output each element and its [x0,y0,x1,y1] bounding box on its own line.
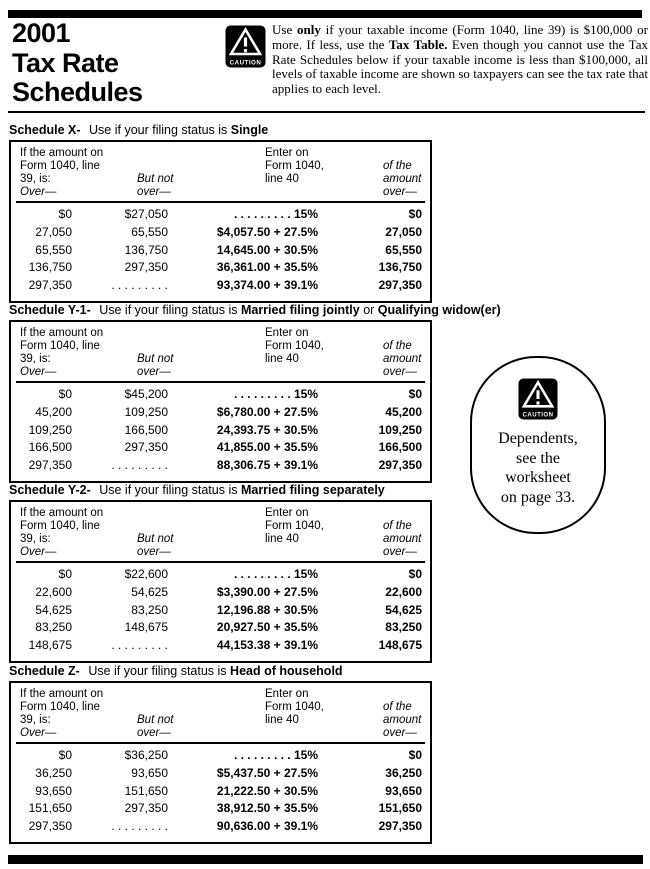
schedule-title-segment: Single [230,123,269,137]
cell-of-amount-over: $0 [408,207,422,221]
column-header-line: of the [383,520,412,532]
column-header-line: over— [383,366,417,378]
tax-table-rows [11,383,430,481]
cell-over: 54,625 [35,602,72,617]
cell-over: $0 [58,567,72,581]
column-header-line: line 40 [265,533,299,545]
column-header-line: 39, is: [20,173,51,185]
cell-of-amount-over: 148,675 [378,638,422,653]
cell-over: 45,200 [35,404,72,419]
column-header-line: Enter on [265,688,309,700]
tax-table [9,681,432,844]
page-title [12,19,143,108]
table-row [11,206,430,224]
schedule-title-segment: Schedule Y-1- [9,303,91,317]
cell-tax-formula: . . . . . . . . . 15% [233,207,318,221]
cell-over: 166,500 [28,440,72,455]
cell-but-not-over: $45,200 [124,387,168,401]
table-row [11,224,430,242]
cell-of-amount-over: 109,250 [378,422,422,437]
column-header-line: Form 1040, [265,520,324,532]
schedule-title [9,123,432,137]
column-header-line: of the [383,340,412,352]
cell-but-not-over: 54,625 [131,584,168,599]
schedule-z [9,664,432,844]
table-row [11,619,430,637]
cell-tax-formula: 14,645.00 + 30.5% [216,242,318,257]
table-row [11,439,430,457]
column-header-enter-on [265,507,383,546]
header-divider [8,111,645,113]
cell-over: 65,550 [35,242,72,257]
column-header-over [20,327,137,379]
table-row [11,386,430,404]
cell-of-amount-over: 45,200 [385,404,422,419]
cell-of-amount-over: 22,600 [385,584,422,599]
caution-icon-label: CAUTION [229,59,262,67]
column-header-line: If the amount on [20,147,104,159]
intro-text-segment: if your taxable income (Form 1040, line 39) is $100,000 or more. If less, use the [272,22,649,52]
cell-but-not-over: $22,600 [124,567,168,581]
column-header-line: Form 1040, line [20,701,100,713]
caution-icon [225,25,266,68]
column-header-but-not-over [137,533,265,559]
column-header-line: Over— [20,727,57,739]
column-header-but-not-over [137,173,265,199]
intro-text-segment: Use [272,22,298,37]
column-header-of-amount-over [383,340,424,379]
cell-over: 151,650 [28,801,72,816]
cell-tax-formula: 88,306.75 + 39.1% [216,458,318,473]
intro-text-segment: only [297,22,321,37]
cell-tax-formula: $4,057.50 + 27.5% [216,224,318,239]
cell-over: 297,350 [28,458,72,473]
cell-but-not-over: 65,550 [131,224,168,239]
column-header-of-amount-over [383,160,424,199]
column-header-line: over— [137,366,171,378]
cell-of-amount-over: 297,350 [378,819,422,834]
schedule-y-1 [9,303,501,483]
tax-table [9,140,432,303]
column-header-line: Enter on [265,507,309,519]
dependents-note-text [498,429,578,507]
schedule-title [9,303,501,317]
intro-text-segment: Even though you cannot use the Tax Rate Schedules below if your taxable income is less than $100,000, all levels of taxable income are shown so taxpayers can see the tax rate that applies to each level. [272,36,648,97]
column-header-line: But not [137,173,174,185]
column-header-line: over— [137,546,171,558]
cell-but-not-over: 109,250 [124,404,168,419]
schedule-title-segment: Schedule Y-2- [9,483,91,497]
column-header-line: Enter on [265,327,309,339]
cell-but-not-over: . . . . . . . . . [111,278,168,293]
schedule-title-segment: Schedule Z- [9,664,80,678]
column-header-line: Form 1040, line [20,340,100,352]
schedule-title-segment: Use if your filing status is [95,483,241,497]
cell-but-not-over: 297,350 [124,440,168,455]
cell-of-amount-over: 54,625 [385,602,422,617]
dependents-note-line: worksheet [505,469,571,486]
column-header-line: over— [137,186,171,198]
table-row [11,457,430,475]
column-header-over [20,507,137,559]
cell-over: 22,600 [35,584,72,599]
schedule-title [9,664,432,678]
dependents-note-line: Dependents, [498,430,578,447]
cell-but-not-over: 166,500 [124,422,168,437]
column-header-over [20,688,137,740]
column-header-but-not-over [137,714,265,740]
bottom-rule-bar [8,855,643,864]
column-header-line: Form 1040, [265,701,324,713]
cell-tax-formula: . . . . . . . . . 15% [233,387,318,401]
schedule-x [9,123,432,303]
column-header-of-amount-over [383,701,424,740]
cell-over: 148,675 [28,638,72,653]
table-row [11,242,430,260]
cell-tax-formula: $3,390.00 + 27.5% [216,584,318,599]
cell-over: 93,650 [35,783,72,798]
cell-of-amount-over: $0 [408,748,422,762]
table-row [11,800,430,818]
column-header-line: But not [137,353,174,365]
column-header-line: over— [137,727,171,739]
cell-but-not-over: 297,350 [124,801,168,816]
column-header-line: If the amount on [20,507,104,519]
cell-of-amount-over: 136,750 [378,260,422,275]
column-header-line: Form 1040, [265,160,324,172]
intro-paragraph [272,23,648,97]
table-row [11,747,430,765]
column-header-line: amount [383,714,422,726]
tax-table-header [11,142,430,199]
column-header-over [20,147,137,199]
page-title-line: Tax Rate [12,47,119,78]
cell-of-amount-over: 27,050 [385,224,422,239]
column-header-line: Over— [20,186,57,198]
cell-tax-formula: $6,780.00 + 27.5% [216,404,318,419]
cell-over: $0 [58,207,72,221]
cell-of-amount-over: 36,250 [385,765,422,780]
caution-icon-label: CAUTION [522,412,554,419]
cell-of-amount-over: $0 [408,387,422,401]
table-row [11,277,430,295]
cell-over: 36,250 [35,765,72,780]
cell-of-amount-over: 297,350 [378,458,422,473]
table-row [11,584,430,602]
cell-tax-formula: 20,927.50 + 35.5% [216,620,318,635]
schedule-title-segment: or [359,303,378,317]
cell-but-not-over: . . . . . . . . . [111,458,168,473]
cell-of-amount-over: 93,650 [385,783,422,798]
cell-but-not-over: 83,250 [131,602,168,617]
tax-table [9,320,432,483]
schedule-title-segment: Head of household [230,664,343,678]
cell-over: $0 [58,748,72,762]
cell-but-not-over: 297,350 [124,260,168,275]
column-header-line: line 40 [265,173,299,185]
cell-of-amount-over: 65,550 [385,242,422,257]
schedule-title-segment: Schedule X- [9,123,81,137]
cell-over: 83,250 [35,620,72,635]
column-header-but-not-over [137,353,265,379]
cell-tax-formula: 44,153.38 + 39.1% [216,638,318,653]
table-row [11,404,430,422]
column-header-line: If the amount on [20,688,104,700]
table-row [11,783,430,801]
column-header-line: over— [383,186,417,198]
table-row [11,422,430,440]
cell-tax-formula: 24,393.75 + 30.5% [216,422,318,437]
column-header-of-amount-over [383,520,424,559]
column-header-line: line 40 [265,714,299,726]
tax-table-rows [11,203,430,301]
schedule-title-segment: Use if your filing status is [95,303,241,317]
cell-but-not-over: 93,650 [131,765,168,780]
cell-but-not-over: . . . . . . . . . [111,819,168,834]
cell-tax-formula: . . . . . . . . . 15% [233,748,318,762]
column-header-line: But not [137,714,174,726]
schedule-title [9,483,432,497]
column-header-line: If the amount on [20,327,104,339]
schedule-title-segment: Married filing separately [240,483,385,497]
dependents-note-line: see the [516,449,560,467]
schedule-y-2 [9,483,432,663]
column-header-line: Over— [20,546,57,558]
column-header-line: line 40 [265,353,299,365]
column-header-line: over— [383,727,417,739]
cell-over: $0 [58,387,72,401]
cell-over: 297,350 [28,819,72,834]
column-header-line: amount [383,173,422,185]
table-row [11,765,430,783]
column-header-line: amount [383,353,422,365]
column-header-line: Over— [20,366,57,378]
cell-of-amount-over: $0 [408,567,422,581]
dependents-note-line: on page 33. [500,488,576,506]
column-header-line: But not [137,533,174,545]
cell-but-not-over: $27,050 [124,207,168,221]
cell-tax-formula: $5,437.50 + 27.5% [216,765,318,780]
column-header-line: of the [383,701,412,713]
column-header-enter-on [265,688,383,727]
column-header-line: 39, is: [20,714,51,726]
page-title-line: 2001 [12,18,71,48]
column-header-line: 39, is: [20,353,51,365]
tax-table-rows [11,563,430,661]
caution-icon [518,378,558,420]
cell-but-not-over: 136,750 [124,242,168,257]
column-header-enter-on [265,147,383,186]
column-header-line: Enter on [265,147,309,159]
tax-table-header [11,502,430,559]
table-row [11,637,430,655]
cell-over: 27,050 [35,224,72,239]
intro-text-segment: Tax Table. [388,36,448,52]
cell-tax-formula: 38,912.50 + 35.5% [216,801,318,816]
schedule-title-segment: Use if your filing status is [84,664,231,678]
table-row [11,259,430,277]
schedule-title-segment: Use if your filing status is [85,123,231,137]
tax-table-rows [11,744,430,842]
column-header-line: 39, is: [20,533,51,545]
cell-tax-formula: 36,361.00 + 35.5% [216,260,318,275]
top-rule-bar [8,10,642,18]
table-row [11,566,430,584]
cell-but-not-over: . . . . . . . . . [111,638,168,653]
cell-tax-formula: 93,374.00 + 39.1% [216,278,318,293]
cell-of-amount-over: 297,350 [378,278,422,293]
schedule-title-segment: Married filing jointly [240,303,360,317]
dependents-note [470,356,606,534]
cell-but-not-over: 148,675 [124,620,168,635]
column-header-line: amount [383,533,422,545]
tax-table-header [11,683,430,740]
table-row [11,602,430,620]
cell-over: 109,250 [28,422,72,437]
column-header-line: of the [383,160,412,172]
cell-tax-formula: 21,222.50 + 30.5% [216,783,318,798]
cell-but-not-over: 151,650 [124,783,168,798]
page-title-line: Schedules [12,77,143,107]
column-header-line: Form 1040, line [20,520,100,532]
cell-tax-formula: 41,855.00 + 35.5% [216,440,318,455]
tax-table [9,500,432,663]
table-row [11,818,430,836]
cell-tax-formula: . . . . . . . . . 15% [233,567,318,581]
column-header-line: Form 1040, [265,340,324,352]
schedule-title-segment: Qualifying widow(er) [377,303,501,317]
column-header-enter-on [265,327,383,366]
cell-of-amount-over: 83,250 [385,620,422,635]
cell-tax-formula: 90,636.00 + 39.1% [216,819,318,834]
cell-over: 136,750 [28,260,72,275]
column-header-line: over— [383,546,417,558]
cell-of-amount-over: 166,500 [378,440,422,455]
cell-over: 297,350 [28,278,72,293]
cell-but-not-over: $36,250 [124,748,168,762]
tax-table-header [11,322,430,379]
column-header-line: Form 1040, line [20,160,100,172]
cell-of-amount-over: 151,650 [378,801,422,816]
cell-tax-formula: 12,196.88 + 30.5% [216,602,318,617]
